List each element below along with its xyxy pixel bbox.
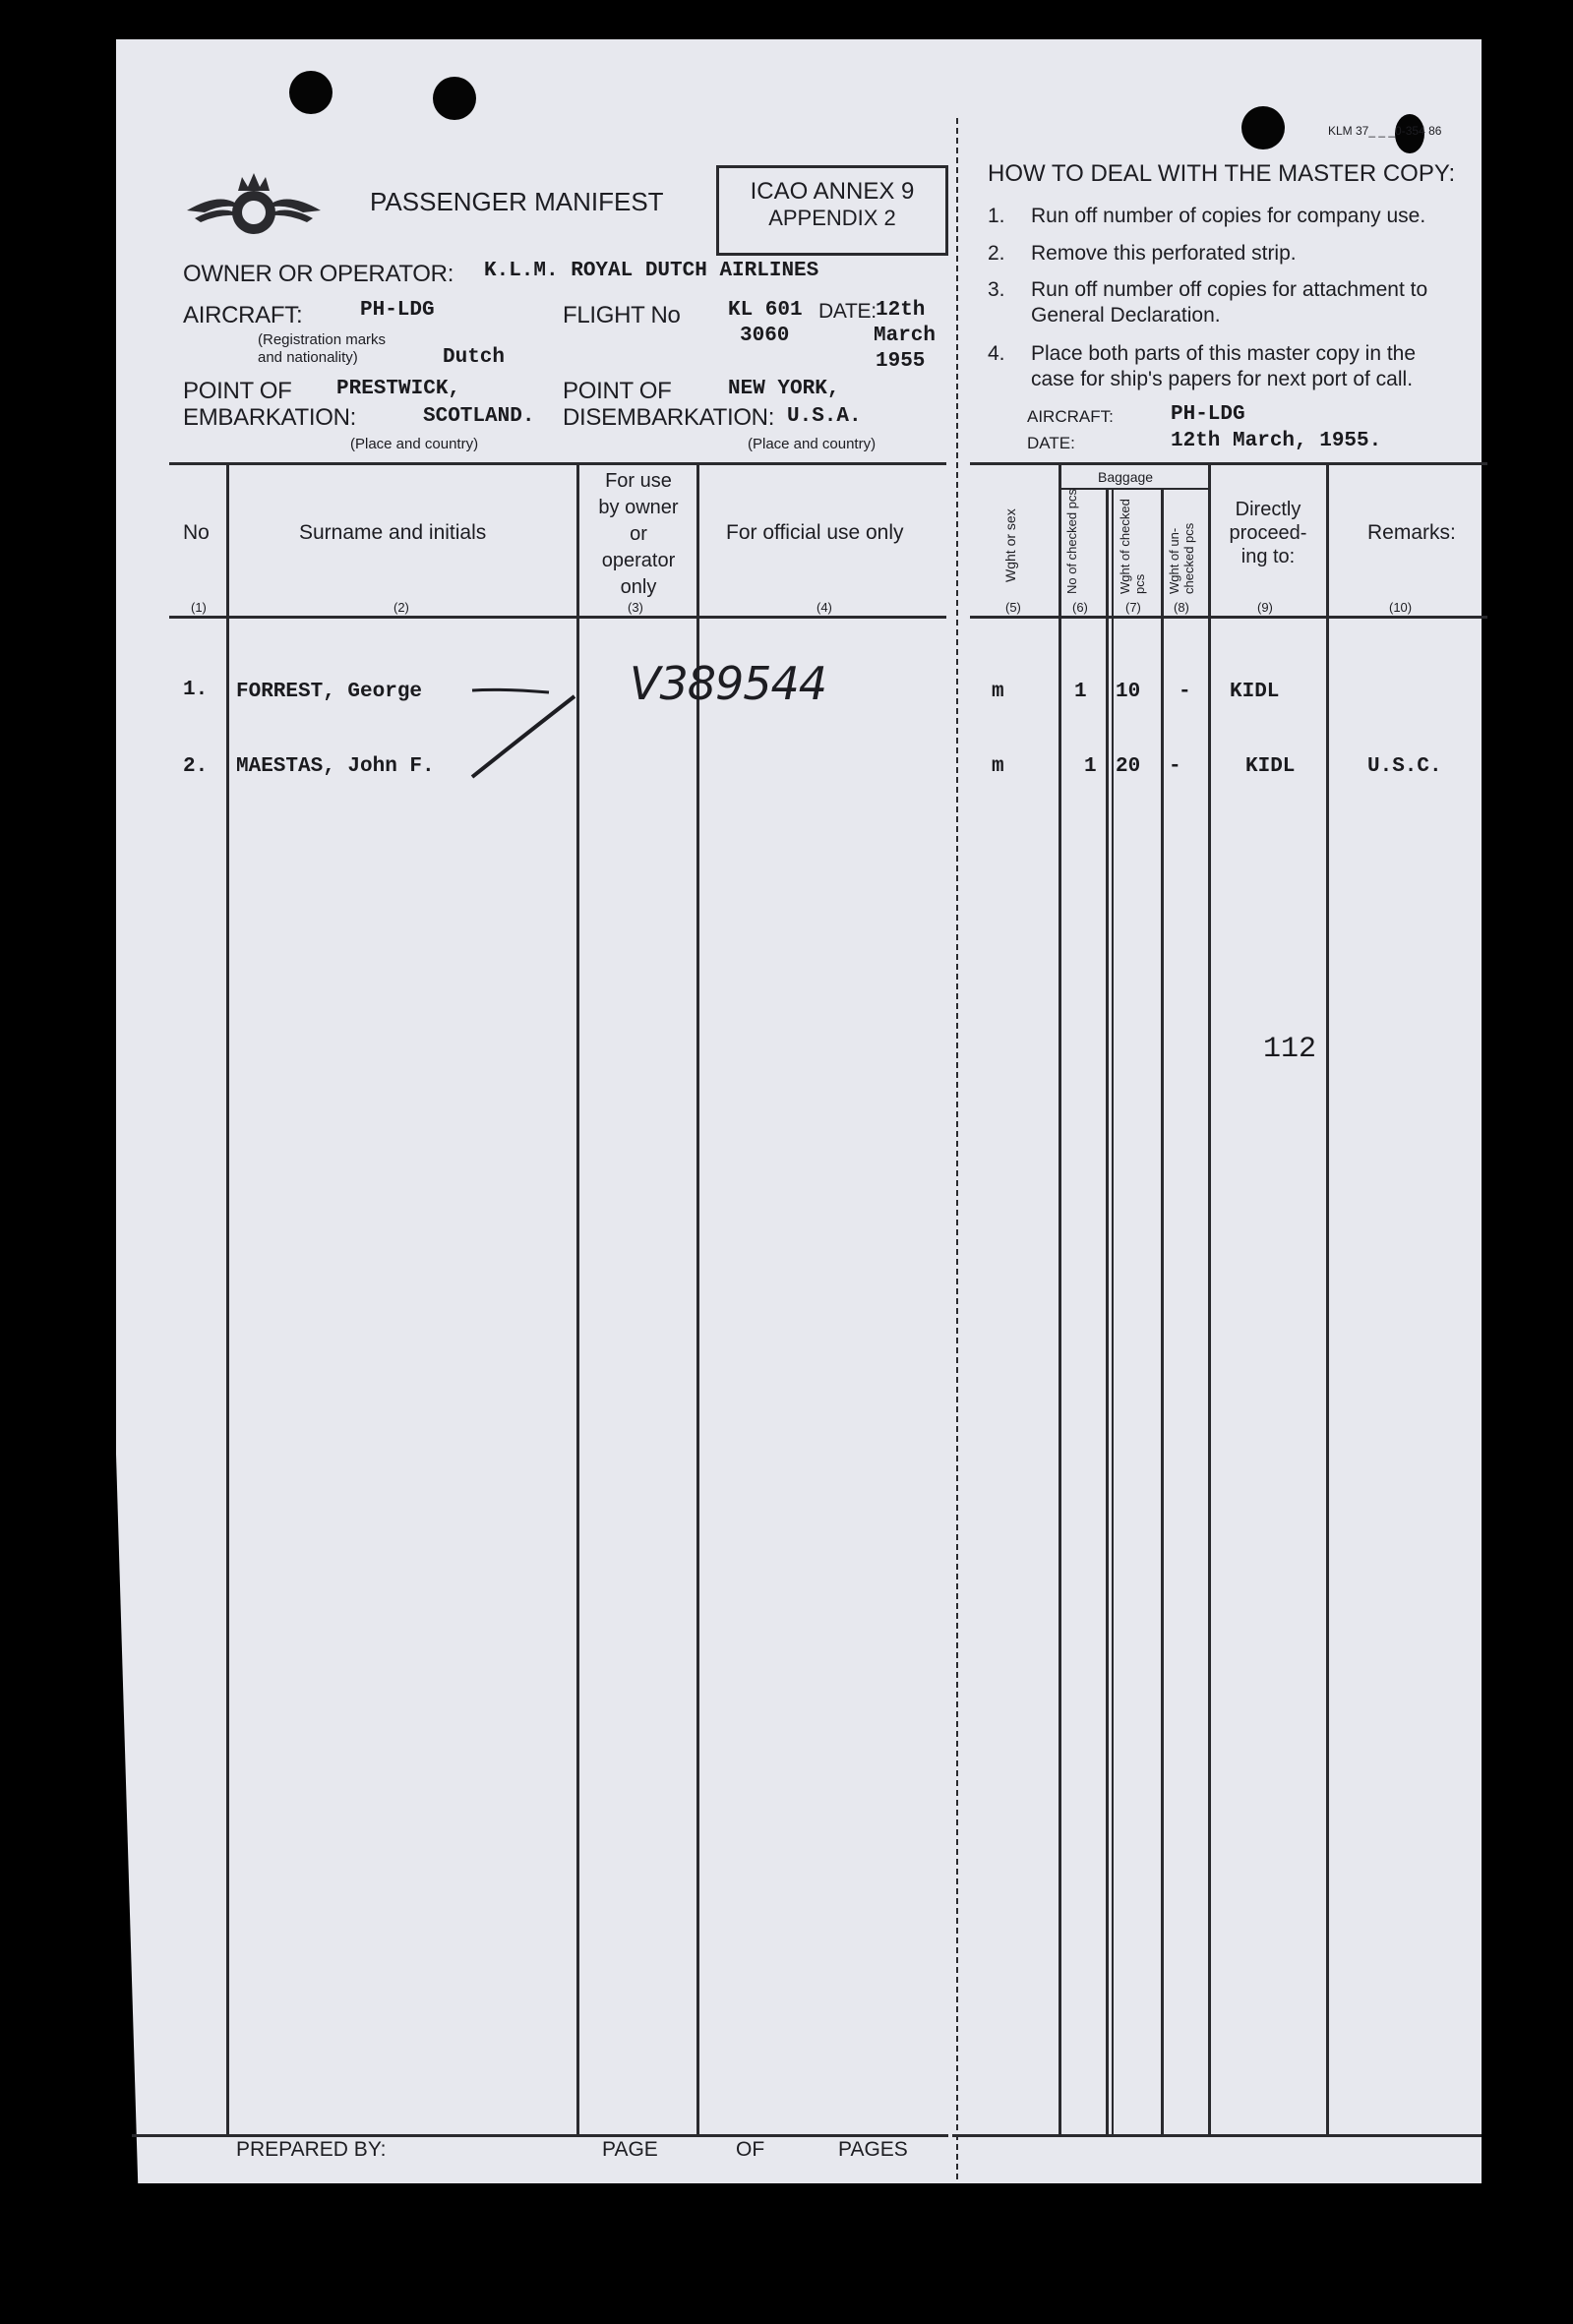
table-top-rule [169, 462, 946, 465]
row-2-no: 2. [183, 755, 209, 778]
table-top-rule-right [970, 462, 1487, 465]
row-2-sex: m [992, 755, 1004, 778]
disembarkation-label-1: POINT OF [563, 378, 672, 404]
flight-date-day: 12th [876, 299, 926, 322]
manifest-title: PASSENGER MANIFEST [370, 187, 664, 216]
punch-hole [433, 77, 476, 120]
row-2-unchecked: - [1169, 755, 1181, 778]
instructions-aircraft-value: PH-LDG [1171, 403, 1245, 426]
footer-rule [132, 2134, 948, 2137]
directly-line-2: proceed- [1229, 522, 1307, 544]
col-divider-3 [696, 462, 699, 2134]
aircraft-nationality: Dutch [443, 346, 506, 369]
aircraft-value: PH-LDG [360, 299, 435, 322]
col-num-4: (4) [817, 600, 832, 615]
embarkation-city: PRESTWICK, [336, 378, 461, 400]
document-code: KLM 37_ _ _0-354 86 [1328, 124, 1442, 138]
footer-pages: PAGES [838, 2138, 908, 2161]
embarkation-label-1: POINT OF [183, 378, 292, 404]
icao-box [716, 165, 948, 256]
flight-number: KL 601 [728, 299, 803, 322]
header-bottom-rule-right [970, 616, 1487, 619]
row-1-dest: KIDL [1230, 681, 1280, 703]
col-divider-9 [1208, 462, 1211, 2134]
disembarkation-label-2: DISEMBARKATION: [563, 404, 775, 431]
perforation-line [956, 118, 958, 2183]
embarkation-label-2: EMBARKATION: [183, 404, 356, 431]
punch-hole [289, 71, 333, 114]
row-1-sex: m [992, 681, 1004, 703]
directly-line-1: Directly [1235, 499, 1301, 520]
col-num-3: (3) [628, 600, 643, 615]
owner-use-line-5: only [620, 576, 657, 598]
instruction-num-4: 4. [988, 342, 1005, 365]
flight-date-label: DATE: [818, 300, 877, 323]
col-header-directly [1212, 498, 1324, 568]
stamp-number: 112 [1263, 1033, 1317, 1066]
instruction-text-4: Place both parts of this master copy in the [1031, 342, 1417, 365]
flight-label: FLIGHT No [563, 302, 681, 328]
instruction-text-1: Run off number of copies for company use. [1031, 205, 1426, 227]
instruction-num-3: 3. [988, 278, 1005, 301]
row-1-no: 1. [183, 679, 209, 701]
flight-date-year: 1955 [876, 350, 926, 373]
col-header-remarks: Remarks: [1367, 521, 1456, 544]
owner-value: K.L.M. ROYAL DUTCH AIRLINES [484, 260, 819, 282]
col-num-2: (2) [393, 600, 409, 615]
col-num-6: (6) [1072, 600, 1088, 615]
col-num-7: (7) [1125, 600, 1141, 615]
col-header-weight-checked: Wght of checked pcs [1118, 499, 1147, 594]
aircraft-label: AIRCRAFT: [183, 302, 303, 328]
col-num-8: (8) [1174, 600, 1189, 615]
instruction-text-4b: case for ship's papers for next port of call. [1031, 368, 1414, 390]
instructions-aircraft-label: AIRCRAFT: [1027, 407, 1114, 426]
instruction-text-3b: General Declaration. [1031, 304, 1221, 327]
embarkation-note: (Place and country) [350, 436, 479, 452]
col-divider-5 [1059, 462, 1061, 2134]
col-header-weight-sex: Wght or sex [1002, 508, 1018, 582]
col-divider-6 [1106, 488, 1109, 2134]
col-header-official: For official use only [726, 521, 904, 544]
col-num-1: (1) [191, 600, 207, 615]
row-2-remarks: U.S.C. [1367, 755, 1442, 778]
col-header-weight-unchecked: Wght of un- checked pcs [1167, 522, 1196, 594]
col-divider-1 [226, 462, 229, 2134]
pen-stroke-marks [453, 679, 590, 787]
footer-prepared: PREPARED BY: [236, 2138, 387, 2161]
directly-line-3: ing to: [1240, 546, 1296, 567]
row-2-weight: 20 [1116, 755, 1141, 778]
footer-rule-right [952, 2134, 1482, 2137]
punch-hole [1241, 106, 1285, 149]
col-header-surname: Surname and initials [299, 521, 487, 544]
footer-of: OF [736, 2138, 765, 2161]
owner-use-line-1: For use [605, 470, 672, 492]
embarkation-country: SCOTLAND. [423, 405, 535, 428]
owner-use-line-2: by owner [598, 497, 679, 518]
row-1-weight: 10 [1116, 681, 1141, 703]
row-2-dest: KIDL [1245, 755, 1296, 778]
disembarkation-city: NEW YORK, [728, 378, 840, 400]
col-divider-8 [1161, 488, 1164, 2134]
col-num-9: (9) [1257, 600, 1273, 615]
col-num-5: (5) [1005, 600, 1021, 615]
row-1-official-handwritten: V389544 [630, 657, 827, 710]
row-1-pcs: 1 [1074, 681, 1087, 703]
registration-note: (Registration marks [258, 331, 387, 348]
instruction-text-2: Remove this perforated strip. [1031, 242, 1297, 265]
instructions-date-label: DATE: [1027, 434, 1075, 452]
owner-label: OWNER OR OPERATOR: [183, 261, 454, 287]
instructions-title: HOW TO DEAL WITH THE MASTER COPY: [988, 160, 1456, 187]
col-header-baggage: Baggage [1098, 469, 1154, 485]
owner-use-line-4: operator [601, 550, 676, 571]
footer-page: PAGE [602, 2138, 658, 2161]
instructions-date-value: 12th March, 1955. [1171, 430, 1382, 452]
col-header-no: No [183, 521, 210, 544]
icao-appendix: APPENDIX 2 [768, 206, 896, 230]
instruction-num-1: 1. [988, 205, 1005, 227]
nationality-note: and nationality) [258, 349, 358, 366]
flight-date-month: March [874, 325, 937, 347]
owner-use-line-3: or [630, 523, 647, 545]
disembarkation-note: (Place and country) [748, 436, 877, 452]
row-2-name: MAESTAS, John F. [236, 755, 435, 778]
disembarkation-country: U.S.A. [787, 405, 862, 428]
col-divider-7 [1112, 488, 1114, 2134]
row-1-name: FORREST, George [236, 681, 423, 703]
instruction-num-2: 2. [988, 242, 1005, 265]
icao-annex: ICAO ANNEX 9 [750, 178, 915, 205]
row-1-unchecked: - [1179, 681, 1191, 703]
header-bottom-rule [169, 616, 946, 619]
klm-crown-logo-icon [185, 169, 323, 248]
row-2-pcs: 1 [1084, 755, 1097, 778]
col-num-10: (10) [1389, 600, 1413, 615]
instruction-text-3: Run off number off copies for attachment to [1031, 278, 1428, 301]
col-divider-10 [1326, 462, 1329, 2134]
col-header-checked-pcs: No of checked pcs [1064, 489, 1079, 594]
col-header-owner-use [580, 468, 696, 601]
flight-number-2: 3060 [740, 325, 790, 347]
